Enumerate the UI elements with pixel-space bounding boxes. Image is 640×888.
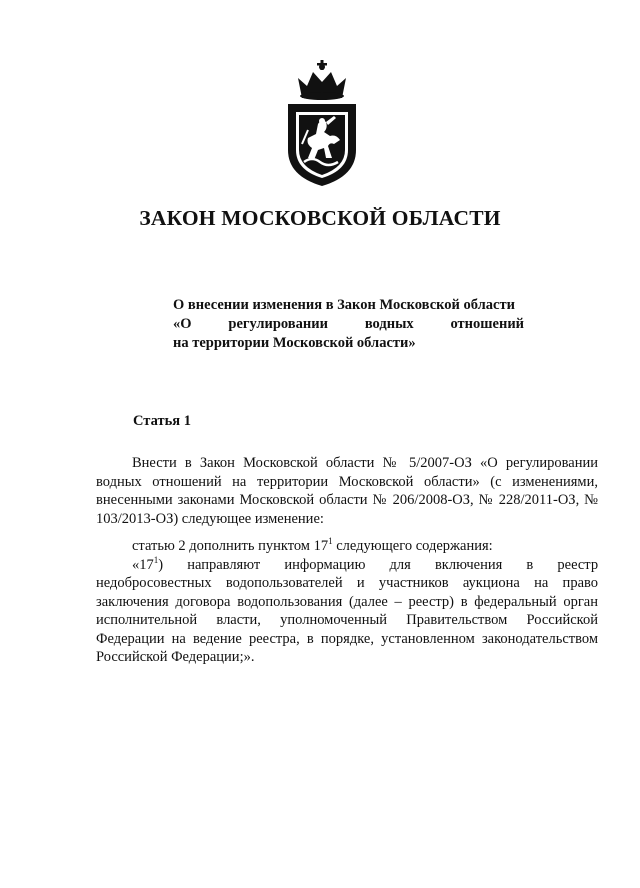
subject-line-1: О внесении изменения в Закон Московской области [173,297,515,313]
article-paragraphs-2-3 [96,537,598,667]
paragraph-text: Внести в Закон Московской области № 5/2007-ОЗ «О регулировании водных отношений на территории Московской области» (с изменениями, внесенными законами Московской области № 206/2008-ОЗ, № 228/2011-ОЗ, № 103/2013-ОЗ) следующее изменение: [96,455,598,527]
law-title: ЗАКОН МОСКОВСКОЙ ОБЛАСТИ [139,206,501,230]
paragraph-2: статью 2 дополнить пунктом $17^1$ следующего содержания: [132,536,493,554]
coat-of-arms-icon [282,58,362,188]
paragraph-3-first-line: «$17^1$) направляют информацию для включения в реестр [132,554,599,573]
article-heading: Статья 1 [133,413,191,429]
law-subject [173,296,524,353]
article-paragraph-1 [96,454,598,528]
subject-line-3: на территории Московской области» [173,335,416,351]
paragraph-3-rest: недобросовестных водопользователей и участников аукциона на право заключения договора водопользования (далее – реестр) в федеральный орган исполнительной власти, уполномоченный Правительством Российской Федерации на ведение реестра, в порядке, установленном законодательством Российской Федерации;». [96,575,598,665]
subject-line-2: «О регулировании водных отношений [173,316,525,332]
